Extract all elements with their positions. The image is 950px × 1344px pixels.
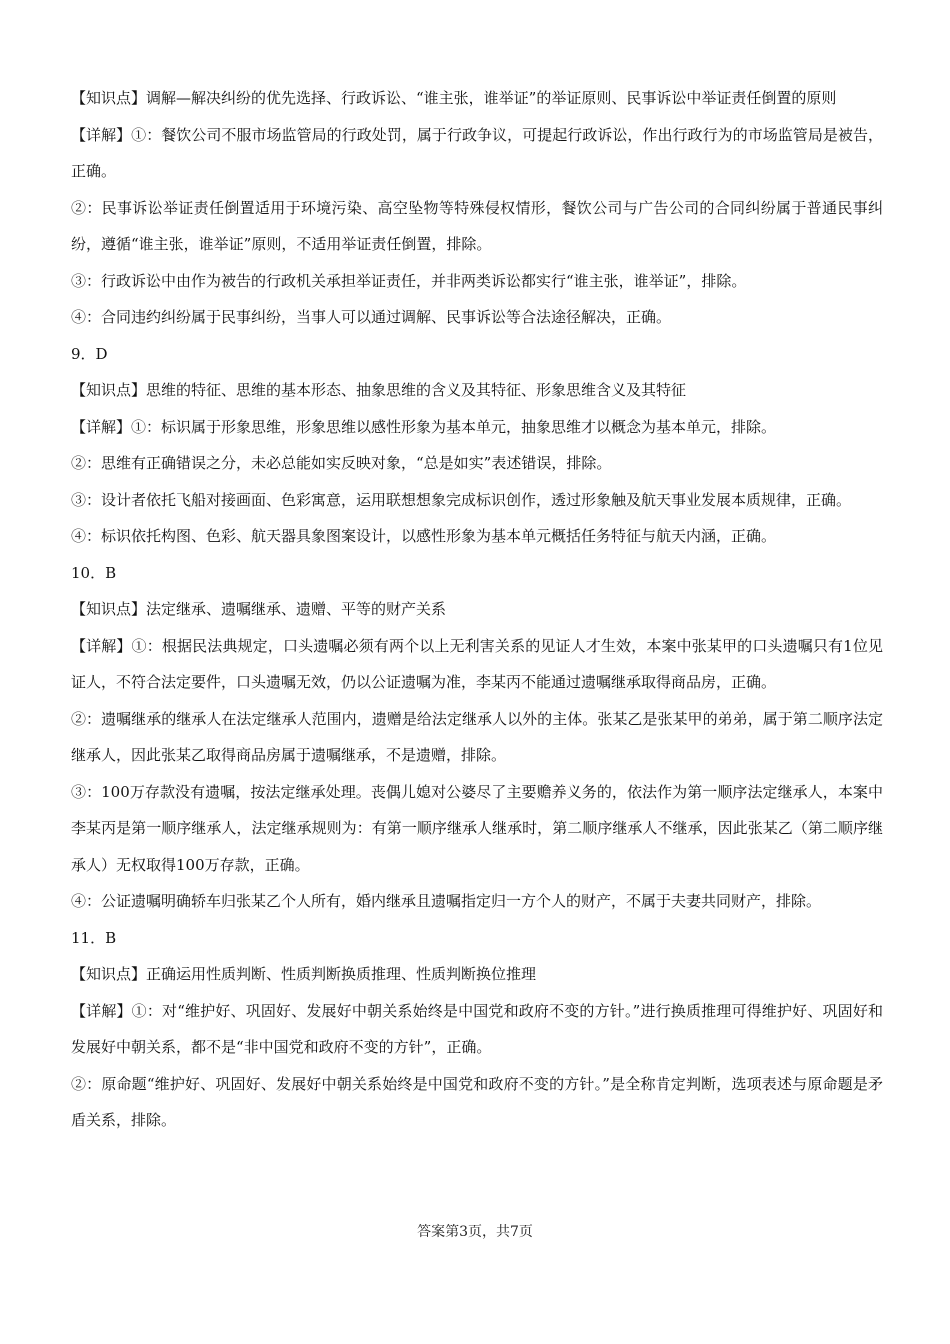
paragraph: ②：遗嘱继承的继承人在法定继承人范围内，遗赠是给法定继承人以外的主体。张某乙是张某甲的弟弟，属于第二顺序法定继承人，因此张某乙取得商品房属于遗嘱继承，不是遗赠，排除。 xyxy=(71,709,883,764)
paragraph: 【详解】①：根据民法典规定，口头遗嘱必须有两个以上无利害关系的见证人才生效，本案中张某甲的口头遗嘱只有1位见证人，不符合法定要件，口头遗嘱无效，仍以公证遗嘱为准，李某丙不能通过遗嘱继承取得商品房，正确。 xyxy=(71,636,883,691)
page-footer: 答案第3页，共7页 xyxy=(417,1224,533,1240)
paragraph: ④：标识依托构图、色彩、航天器具象图案设计，以感性形象为基本单元概括任务特征与航天内涵，正确。 xyxy=(71,527,777,545)
paragraph: ③：设计者依托飞船对接画面、色彩寓意，运用联想想象完成标识创作，透过形象触及航天事业发展本质规律，正确。 xyxy=(71,490,852,509)
question-answer-9: 9．D xyxy=(71,344,108,363)
question-answer-11: 11．B xyxy=(71,928,117,947)
paragraph: 【知识点】调解—解决纠纷的优先选择、行政诉讼、“谁主张，谁举证”的举证原则、民事诉讼中举证责任倒置的原则 xyxy=(71,89,837,107)
answer-content xyxy=(71,80,883,1139)
paragraph: 【详解】①：餐饮公司不服市场监管局的行政处罚，属于行政争议，可提起行政诉讼，作出行政行为的市场监管局是被告，正确。 xyxy=(71,125,883,180)
paragraph: ④：公证遗嘱明确轿车归张某乙个人所有，婚内继承且遗嘱指定归一方个人的财产，不属于夫妻共同财产，排除。 xyxy=(71,892,822,910)
paragraph: 【知识点】思维的特征、思维的基本形态、抽象思维的含义及其特征、形象思维含义及其特征 xyxy=(71,381,687,399)
paragraph: ④：合同违约纠纷属于民事纠纷，当事人可以通过调解、民事诉讼等合法途径解决，正确。 xyxy=(71,308,672,326)
paragraph: 【详解】①：标识属于形象思维，形象思维以感性形象为基本单元，抽象思维才以概念为基本单元，排除。 xyxy=(71,417,777,436)
paragraph: 【详解】①：对“维护好、巩固好、发展好中朝关系始终是中国党和政府不变的方针。”进行换质推理可得维护好、巩固好和发展好中朝关系，都不是“非中国党和政府不变的方针”，正确。 xyxy=(71,1001,883,1056)
question-answer-10: 10．B xyxy=(71,563,117,582)
paragraph: ②：原命题“维护好、巩固好、发展好中朝关系始终是中国党和政府不变的方针。”是全称肯定判断，选项表述与原命题是矛盾关系，排除。 xyxy=(71,1074,883,1129)
paragraph: 【知识点】法定继承、遗嘱继承、遗赠、平等的财产关系 xyxy=(71,600,447,618)
paragraph: 【知识点】正确运用性质判断、性质判断换质推理、性质判断换位推理 xyxy=(71,965,537,983)
paragraph: ③：100万存款没有遗嘱，按法定继承处理。丧偶儿媳对公婆尽了主要赡养义务的，依法作为第一顺序法定继承人，本案中李某丙是第一顺序继承人，法定继承规则为：有第一顺序继承人继承时，第二顺序继承人不继承，因此张某乙（第二顺序继承人）无权取得100万存款，正确。 xyxy=(71,782,883,874)
paragraph: ②：思维有正确错误之分，未必总能如实反映对象，“总是如实”表述错误，排除。 xyxy=(71,454,612,472)
paragraph: ③：行政诉讼中由作为被告的行政机关承担举证责任，并非两类诉讼都实行“谁主张，谁举证”，排除。 xyxy=(71,271,747,290)
paragraph: ②：民事诉讼举证责任倒置适用于环境污染、高空坠物等特殊侵权情形，餐饮公司与广告公司的合同纠纷属于普通民事纠纷，遵循“谁主张，谁举证”原则，不适用举证责任倒置，排除。 xyxy=(71,198,883,253)
